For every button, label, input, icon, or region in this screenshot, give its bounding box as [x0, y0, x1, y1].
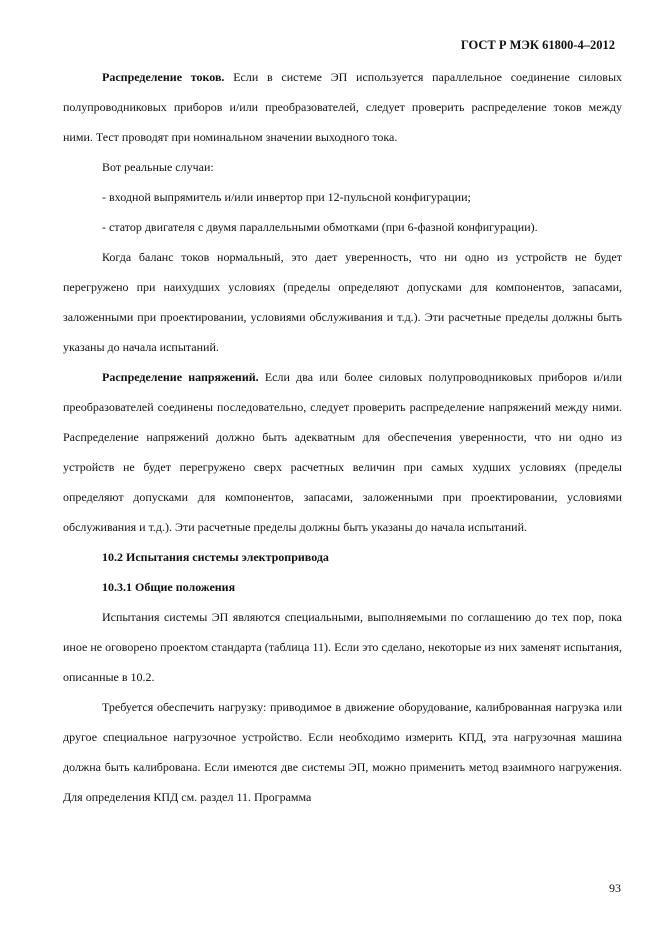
paragraph-current-balance: Когда баланс токов нормальный, это дает уверенность, что ни одно из устройств не будет перегружено при наихудших условиях (пределы определяют допусками для компонентов, запасами, заложенными при проектировании, условиями обслуживания и т.д.). Эти расчетные пределы должны быть указаны до начала испытаний.: [63, 250, 622, 354]
section-heading-10-3-1: 10.3.1 Общие положения: [102, 580, 236, 594]
paragraph-text: Если два или более силовых полупроводниковых приборов и/или преобразователей соединены последовательно, следует проверить распределение напряжений между ними. Распределение напряжений должно быть адекватным для обеспечения уверенности, что ни одно из устройств не будет перегружено сверх расчетных величин при самых худших условиях (пределы определяют допусками для компонентов, запасами, заложенными при проектировании, условиями обслуживания и т.д.). Эти расчетные пределы должны быть указаны до начала испытаний.: [63, 370, 623, 534]
paragraph-system-tests: Испытания системы ЭП являются специальными, выполняемыми по соглашению до тех пор, пока иное не оговорено проектом стандарта (таблица 11). Если это сделано, некоторые из них заменят испытания, описанные в 10.2.: [63, 610, 622, 684]
page-number: 93: [609, 881, 621, 895]
list-item-stator: - статор двигателя с двумя параллельными обмотками (при 6-фазной конфигурации).: [102, 220, 538, 234]
paragraph-text: Если в системе ЭП используется параллельное соединение силовых полупроводниковых приборов и/или преобразователей, следует проверить распределение токов между ними. Тест проводят при номинальном значении выходного тока.: [63, 70, 623, 144]
paragraph-lead-current-distribution: Распределение токов.: [102, 70, 225, 84]
section-heading-10-2: 10.2 Испытания системы электропривода: [102, 550, 329, 564]
paragraph-current-distribution: [63, 62, 622, 152]
paragraph-lead-voltage-distribution: Распределение напряжений.: [102, 370, 259, 384]
paragraph-cases-intro: Вот реальные случаи:: [102, 160, 214, 174]
paragraph-voltage-distribution: [63, 362, 622, 542]
paragraph-load-requirements: Требуется обеспечить нагрузку: приводимое в движение оборудование, калиброванная нагрузка или другое специальное нагрузочное устройство. Если необходимо измерить КПД, эта нагрузочная машина должна быть калибрована. Если имеются две системы ЭП, можно применить метод взаимного нагружения. Для определения КПД см. раздел 11. Программа: [63, 700, 622, 804]
page-body: [63, 62, 622, 812]
document-header: ГОСТ Р МЭК 61800-4–2012: [460, 38, 615, 52]
list-item-rectifier: - входной выпрямитель и/или инвертор при 12-пульсной конфигурации;: [102, 190, 471, 204]
